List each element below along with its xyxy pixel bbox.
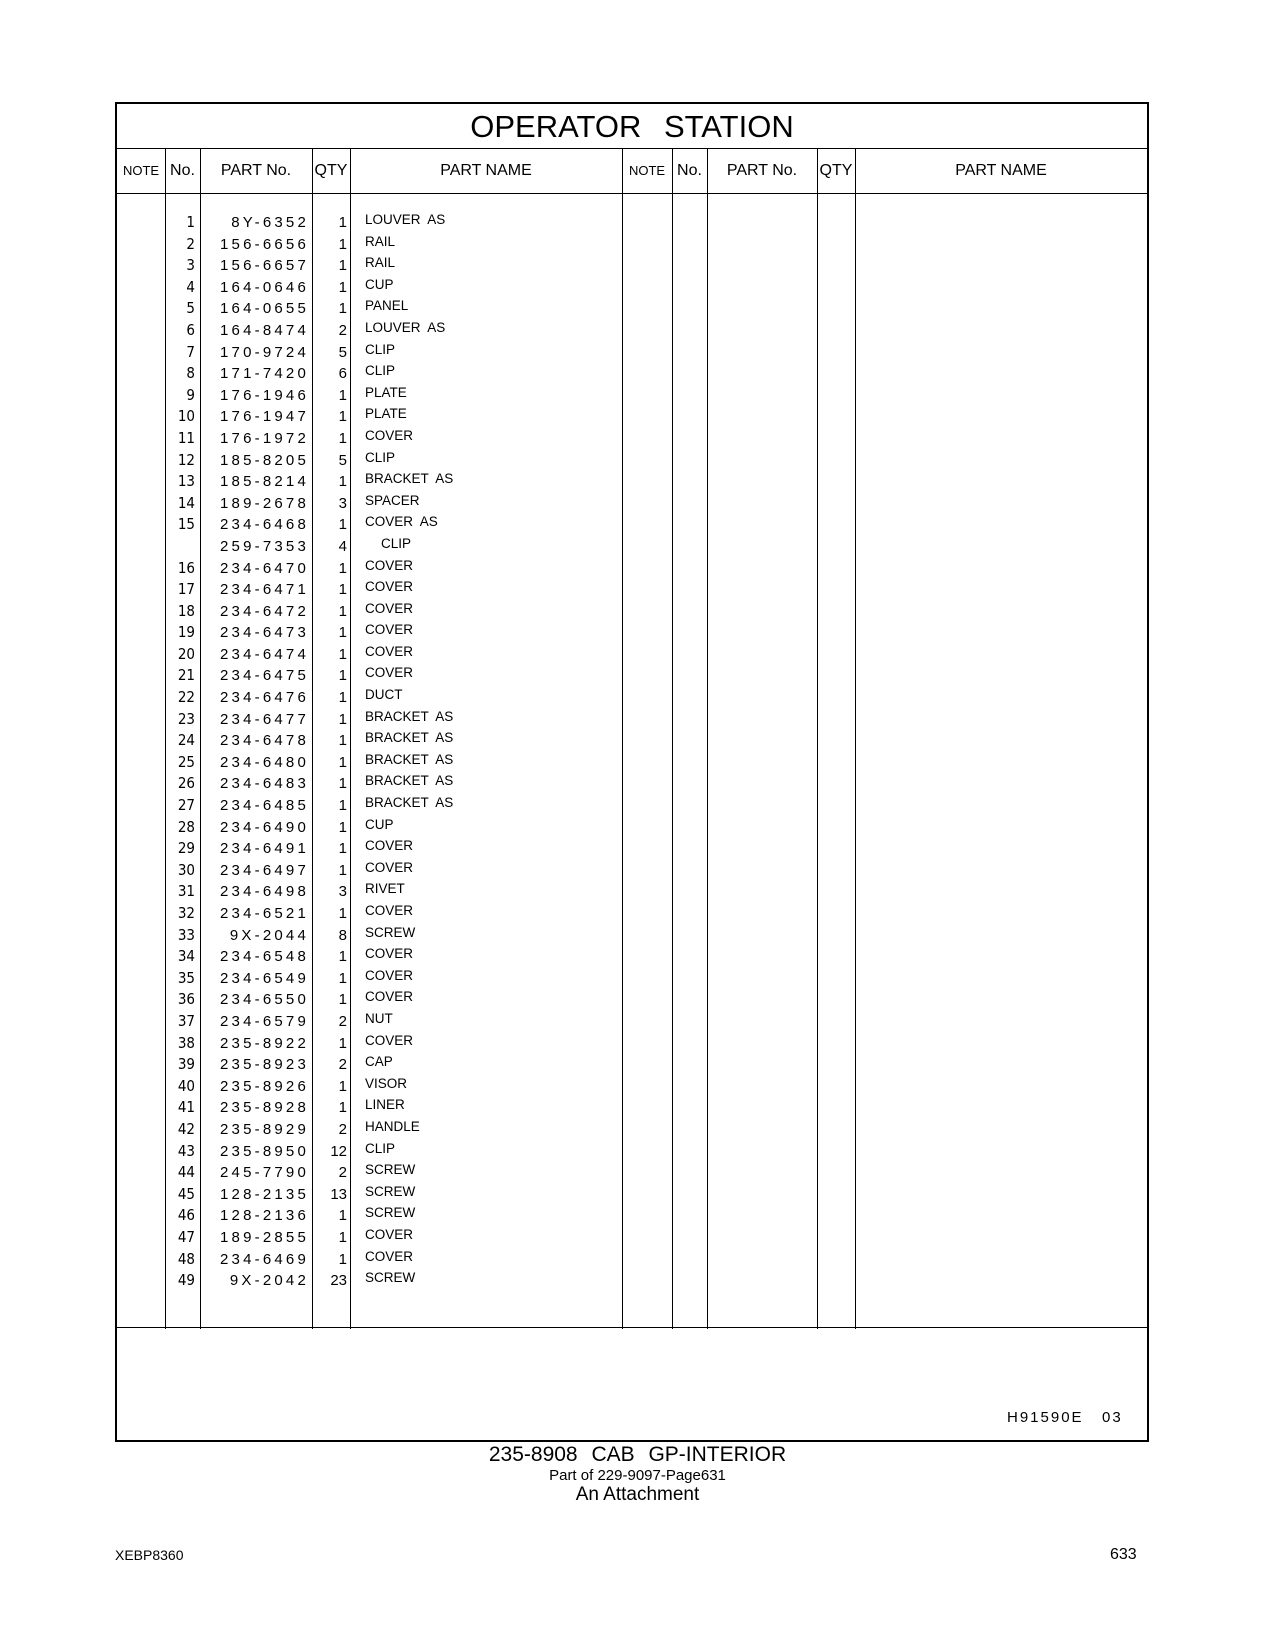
table-bottom-rule <box>117 1327 1147 1328</box>
document-id: XEBP8360 <box>115 1547 184 1563</box>
part-name: BRACKET AS <box>365 795 454 811</box>
item-number: 2 <box>186 234 195 253</box>
quantity: 1 <box>338 214 347 231</box>
item-number: 30 <box>177 860 195 879</box>
part-name: DUCT <box>365 687 403 703</box>
quantity: 2 <box>338 321 347 339</box>
part-number: 235-8923 <box>220 1056 309 1074</box>
item-number: 11 <box>177 428 195 447</box>
part-number: 234-6483 <box>220 775 309 793</box>
part-number: 234-6490 <box>220 818 309 836</box>
part-number: 234-6472 <box>220 602 309 620</box>
part-name: BRACKET AS <box>365 708 454 724</box>
header-note-right: NOTE <box>628 163 666 178</box>
quantity: 1 <box>338 861 347 879</box>
part-number: 234-6549 <box>220 969 309 987</box>
quantity: 2 <box>338 1164 347 1182</box>
part-number: 156-6657 <box>220 257 309 275</box>
item-number: 19 <box>177 623 195 642</box>
part-number: 170-9724 <box>220 343 309 361</box>
item-number: 44 <box>177 1163 195 1182</box>
part-name: CLIP <box>365 1140 396 1156</box>
quantity: 1 <box>338 300 347 318</box>
quantity: 1 <box>338 710 347 728</box>
header-part-no-left: PART No. <box>220 162 292 179</box>
part-name: COVER <box>365 967 414 983</box>
quantity: 1 <box>338 689 347 707</box>
quantity: 1 <box>338 732 347 750</box>
quantity: 1 <box>338 1250 347 1268</box>
header-no-right: No. <box>677 162 702 179</box>
item-number: 22 <box>177 688 195 707</box>
part-number: 185-8205 <box>220 451 309 469</box>
part-name: COVER <box>365 643 414 659</box>
quantity: 1 <box>338 278 347 296</box>
item-number: 12 <box>177 450 195 469</box>
quantity: 1 <box>338 818 347 836</box>
part-name: CUP <box>365 816 394 832</box>
item-number: 36 <box>177 990 195 1009</box>
part-number: 176-1972 <box>220 429 309 447</box>
part-name: PLATE <box>365 406 407 422</box>
quantity: 1 <box>338 516 347 534</box>
quantity: 1 <box>338 905 347 922</box>
quantity: 1 <box>338 1099 347 1117</box>
part-name: RIVET <box>365 881 405 897</box>
quantity: 1 <box>338 775 347 793</box>
part-name: COVER <box>365 838 414 854</box>
item-number: 9 <box>186 385 195 404</box>
item-number: 4 <box>186 277 195 296</box>
part-number: 235-8922 <box>220 1034 309 1052</box>
parts-table-frame <box>115 102 1149 1442</box>
part-name: PLATE <box>365 384 407 400</box>
part-name: COVER <box>365 903 414 918</box>
item-number: 39 <box>177 1055 195 1074</box>
part-number: 164-0655 <box>220 300 309 318</box>
item-number: 23 <box>177 709 195 728</box>
header-qty-right: QTY <box>819 162 853 179</box>
header-no-left: No. <box>170 162 195 179</box>
quantity: 1 <box>338 797 347 815</box>
part-number: 171-7420 <box>220 365 309 383</box>
quantity: 1 <box>338 257 347 275</box>
part-name: BRACKET AS <box>365 471 454 487</box>
item-number: 33 <box>177 925 195 944</box>
part-name: COVER AS <box>365 514 438 530</box>
header-part-no-right: PART No. <box>726 162 798 179</box>
part-number: 185-8214 <box>220 473 309 491</box>
header-part-name-left: PART NAME <box>440 162 532 179</box>
part-name: COVER <box>365 1226 414 1242</box>
part-number: 234-6475 <box>220 667 309 685</box>
part-number: 245-7790 <box>220 1164 309 1182</box>
part-name: LINER <box>365 1097 405 1113</box>
item-number: 42 <box>177 1119 195 1138</box>
quantity: 1 <box>338 429 347 447</box>
item-number: 27 <box>177 796 195 815</box>
quantity: 23 <box>330 1272 347 1290</box>
part-name: SCREW <box>365 924 416 940</box>
part-number: 234-6476 <box>220 689 309 707</box>
part-number: 259-7353 <box>220 537 309 555</box>
section-title: OPERATOR STATION <box>117 104 1147 149</box>
part-name: HANDLE <box>365 1118 420 1134</box>
item-number: 29 <box>177 839 195 858</box>
parts-list <box>117 212 1147 1292</box>
quantity: 3 <box>338 883 347 901</box>
part-name: COVER <box>365 859 414 875</box>
part-name: LOUVER AS <box>365 319 446 335</box>
part-number: 189-2855 <box>220 1228 309 1246</box>
quantity: 6 <box>338 365 347 383</box>
quantity: 1 <box>338 581 347 599</box>
part-number: 176-1947 <box>220 408 309 426</box>
header-qty-left: QTY <box>314 162 348 179</box>
part-name: LOUVER AS <box>365 212 446 227</box>
quantity: 12 <box>330 1142 347 1160</box>
part-name: SCREW <box>365 1205 416 1221</box>
part-number: 234-6498 <box>220 883 309 901</box>
part-name: COVER <box>365 665 414 681</box>
quantity: 5 <box>338 343 347 361</box>
part-number: 234-6480 <box>220 753 309 771</box>
quantity: 13 <box>330 1185 347 1203</box>
part-name: COVER <box>365 622 414 638</box>
item-number: 1 <box>186 213 195 231</box>
part-name: CUP <box>365 276 394 292</box>
quantity: 1 <box>338 645 347 663</box>
part-name: CLIP <box>365 341 396 357</box>
item-number: 20 <box>177 644 195 663</box>
part-number: 164-0646 <box>220 278 309 296</box>
item-number: 5 <box>186 299 195 318</box>
item-number: 43 <box>177 1141 195 1160</box>
part-name: BRACKET AS <box>365 730 454 746</box>
part-number: 234-6470 <box>220 559 309 577</box>
quantity: 1 <box>338 386 347 404</box>
part-number: 235-8950 <box>220 1142 309 1160</box>
item-number: 32 <box>177 904 195 922</box>
item-number: 45 <box>177 1184 195 1203</box>
quantity: 1 <box>338 235 347 253</box>
part-number: 234-6548 <box>220 948 309 966</box>
item-number: 38 <box>177 1033 195 1052</box>
part-name: COVER <box>365 946 414 962</box>
part-name: BRACKET AS <box>365 773 454 789</box>
part-number: 234-6550 <box>220 991 309 1009</box>
part-number: 8Y-6352 <box>231 214 309 231</box>
quantity: 1 <box>338 408 347 426</box>
item-number: 8 <box>186 364 195 383</box>
item-number: 48 <box>177 1249 195 1268</box>
item-number: 21 <box>177 666 195 685</box>
item-number: 37 <box>177 1011 195 1030</box>
item-number: 10 <box>177 407 195 426</box>
table-header-row <box>117 149 1147 194</box>
item-number: 15 <box>177 515 195 534</box>
item-number: 35 <box>177 968 195 987</box>
part-of-reference: Part of 229-9097-Page631 <box>549 1467 726 1484</box>
attachment-label: An Attachment <box>575 1484 700 1505</box>
quantity: 1 <box>338 840 347 858</box>
part-number: 234-6474 <box>220 645 309 663</box>
part-number: 234-6478 <box>220 732 309 750</box>
item-number: 40 <box>177 1076 195 1095</box>
quantity: 2 <box>338 1012 347 1030</box>
quantity: 3 <box>338 494 347 512</box>
quantity: 1 <box>338 667 347 685</box>
item-number: 14 <box>177 493 195 512</box>
part-name: CLIP <box>381 535 412 551</box>
illustration-code: H91590E 03 <box>1007 1409 1123 1426</box>
quantity: 8 <box>338 926 347 944</box>
part-name: SCREW <box>365 1270 416 1286</box>
part-number: 234-6491 <box>220 840 309 858</box>
table-row <box>117 1270 1147 1292</box>
item-number: 3 <box>186 256 195 275</box>
part-name: PANEL <box>365 298 409 314</box>
part-number: 9X-2042 <box>229 1272 309 1290</box>
part-name: SCREW <box>365 1183 416 1199</box>
part-name: NUT <box>365 1010 393 1026</box>
part-number: 156-6656 <box>220 235 309 253</box>
item-number: 47 <box>177 1227 195 1246</box>
part-name: CLIP <box>365 363 396 379</box>
item-number: 31 <box>177 882 195 901</box>
item-number: 16 <box>177 558 195 577</box>
item-number: 26 <box>177 774 195 793</box>
quantity: 1 <box>338 1077 347 1095</box>
item-number: 49 <box>177 1271 195 1290</box>
part-number: 234-6477 <box>220 710 309 728</box>
item-number: 24 <box>177 731 195 750</box>
item-number: 7 <box>186 342 195 361</box>
quantity: 1 <box>338 602 347 620</box>
quantity: 1 <box>338 948 347 966</box>
part-number: 235-8928 <box>220 1099 309 1117</box>
header-part-name-right: PART NAME <box>955 162 1047 179</box>
quantity: 1 <box>338 624 347 642</box>
part-name: CAP <box>365 1054 393 1070</box>
item-number: 34 <box>177 947 195 966</box>
part-number: 234-6579 <box>220 1012 309 1030</box>
part-name: VISOR <box>365 1075 408 1091</box>
part-number: 234-6521 <box>220 905 309 922</box>
quantity: 1 <box>338 991 347 1009</box>
quantity: 1 <box>338 753 347 771</box>
part-number: 164-8474 <box>220 321 309 339</box>
part-number: 234-6473 <box>220 624 309 642</box>
part-name: BRACKET AS <box>365 751 454 767</box>
quantity: 2 <box>338 1120 347 1138</box>
quantity: 2 <box>338 1056 347 1074</box>
page-number: 633 <box>1110 1546 1137 1563</box>
quantity: 1 <box>338 559 347 577</box>
part-name: SCREW <box>365 1162 416 1178</box>
quantity: 1 <box>338 969 347 987</box>
part-number: 235-8926 <box>220 1077 309 1095</box>
item-number: 46 <box>177 1206 195 1225</box>
part-number: 234-6469 <box>220 1250 309 1268</box>
part-name: COVER <box>365 557 414 573</box>
part-number: 128-2135 <box>220 1185 309 1203</box>
quantity: 1 <box>338 1228 347 1246</box>
item-number: 17 <box>177 580 195 599</box>
item-number: 18 <box>177 601 195 620</box>
part-name: SPACER <box>365 492 420 508</box>
part-number: 234-6485 <box>220 797 309 815</box>
part-name: COVER <box>365 1032 414 1048</box>
quantity: 5 <box>338 451 347 469</box>
item-number: 28 <box>177 817 195 836</box>
item-number: 6 <box>186 320 195 339</box>
group-title: 235-8908 CAB GP-INTERIOR <box>488 1443 787 1466</box>
part-number: 9X-2044 <box>229 926 309 944</box>
part-name: RAIL <box>365 255 396 271</box>
part-name: COVER <box>365 1248 414 1264</box>
part-number: 176-1946 <box>220 386 309 404</box>
part-name: CLIP <box>365 449 396 465</box>
part-name: COVER <box>365 989 414 1005</box>
part-name: COVER <box>365 427 414 443</box>
item-number: 41 <box>177 1098 195 1117</box>
part-number: 128-2136 <box>220 1207 309 1225</box>
item-number: 25 <box>177 752 195 771</box>
part-number: 234-6471 <box>220 581 309 599</box>
header-note-left: NOTE <box>122 163 160 178</box>
part-number: 234-6468 <box>220 516 309 534</box>
part-number: 235-8929 <box>220 1120 309 1138</box>
part-name: RAIL <box>365 233 396 249</box>
part-name: COVER <box>365 600 414 616</box>
quantity: 4 <box>338 537 347 555</box>
part-number: 189-2678 <box>220 494 309 512</box>
quantity: 1 <box>338 1207 347 1225</box>
item-number: 13 <box>177 472 195 491</box>
quantity: 1 <box>338 473 347 491</box>
quantity: 1 <box>338 1034 347 1052</box>
part-name: COVER <box>365 579 414 595</box>
part-number: 234-6497 <box>220 861 309 879</box>
